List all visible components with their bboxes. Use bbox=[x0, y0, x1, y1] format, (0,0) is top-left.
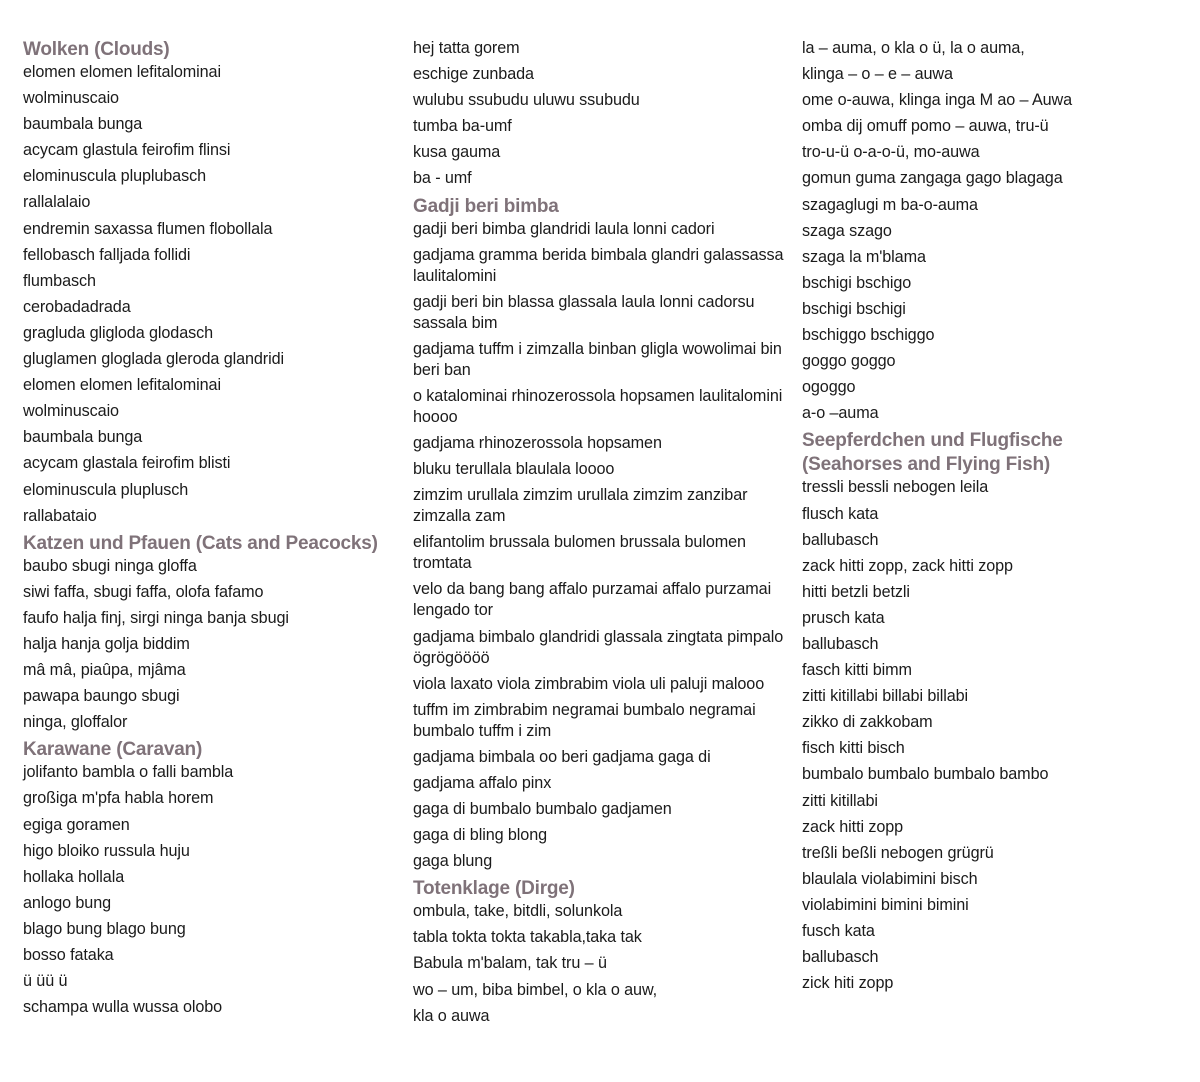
poem-line: szagaglugi m ba-o-auma bbox=[802, 195, 978, 214]
poem-line: wolminuscaio bbox=[23, 89, 119, 108]
poem-line: siwi faffa, sbugi faffa, olofa fafamo bbox=[23, 582, 264, 601]
poem-line: viola laxato viola zimbrabim viola uli paluji malooo bbox=[413, 674, 765, 693]
poem-line: zack hitti zopp, zack hitti zopp bbox=[802, 556, 1013, 575]
poem-line: blaulala violabimini bisch bbox=[802, 869, 978, 888]
poem-line: fisch kitti bisch bbox=[802, 739, 905, 758]
poem-section bbox=[23, 738, 403, 1023]
poem-line: ü üü ü bbox=[23, 972, 68, 991]
section-heading: Wolken (Clouds) bbox=[23, 39, 170, 60]
poem-lines bbox=[413, 38, 793, 195]
poem-section bbox=[413, 38, 793, 195]
poem-line: Babula m'balam, tak tru – ü bbox=[413, 954, 607, 973]
poem-line: ombula, take, bitdli, solunkola bbox=[413, 902, 623, 921]
poem-line: fellobasch falljada follidi bbox=[23, 245, 191, 264]
poem-line: jolifanto bambla o falli bambla bbox=[23, 763, 234, 782]
poem-line: ballubasch bbox=[802, 634, 879, 653]
poem-line: schampa wulla wussa olobo bbox=[23, 998, 223, 1017]
poem-line: bschiggo bschiggo bbox=[802, 326, 935, 345]
poem-line: großiga m'pfa habla horem bbox=[23, 789, 214, 808]
section-heading: Katzen und Pfauen (Cats and Peacocks) bbox=[23, 532, 378, 554]
poem-line: hitti betzli betzli bbox=[802, 582, 910, 601]
poem-line: gomun guma zangaga gago blagaga bbox=[802, 169, 1063, 188]
poem-section bbox=[23, 38, 403, 532]
poem-section bbox=[802, 429, 1182, 999]
poem-line: tressli bessli nebogen leila bbox=[802, 478, 989, 497]
section-heading: Seepferdchen und Flugfische (Seahorses and Flying Fish) bbox=[802, 430, 1063, 476]
poem-line: wo – um, biba bimbel, o kla o auw, bbox=[413, 980, 658, 999]
poem-line: la – auma, o kla o ü, la o auma, bbox=[802, 39, 1025, 57]
poem-line: elifantolim brussala bulomen brussala bulomen tromtata bbox=[413, 533, 746, 573]
poem-line: gadji beri bin blassa glassala laula lonni cadorsu sassala bim bbox=[413, 292, 755, 332]
poem-line: o katalominai rhinozerossola hopsamen laulitalomini hoooo bbox=[413, 386, 783, 426]
poem-line: wolminuscaio bbox=[23, 402, 119, 421]
poem-line: zick hiti zopp bbox=[802, 974, 894, 993]
poem-line: bumbalo bumbalo bumbalo bambo bbox=[802, 765, 1049, 784]
poem-lines bbox=[413, 219, 793, 878]
poem-line: gadjama tuffm i zimzalla binban gligla wowolimai bin beri ban bbox=[413, 339, 782, 379]
section-heading: Gadji beri bimba bbox=[413, 195, 559, 217]
poem-line: a-o –auma bbox=[802, 404, 879, 423]
poem-line: klinga – o – e – auwa bbox=[802, 65, 953, 84]
poem-line: goggo goggo bbox=[802, 352, 896, 371]
poem-lines bbox=[802, 38, 1182, 429]
poem-line: zikko di zakkobam bbox=[802, 713, 933, 732]
poem-line: anlogo bung bbox=[23, 893, 112, 912]
poem-line: gadjama rhinozerossola hopsamen bbox=[413, 434, 662, 453]
poem-line: acycam glastala feirofim blisti bbox=[23, 454, 231, 473]
poem-line: elominuscula pluplubasch bbox=[23, 167, 206, 186]
poem-line: baubo sbugi ninga gloffa bbox=[23, 556, 197, 575]
column-1 bbox=[23, 38, 403, 1023]
poem-line: flumbasch bbox=[23, 271, 96, 290]
poem-line: gadjama bimbala oo beri gadjama gaga di bbox=[413, 747, 711, 766]
poem-line: ninga, gloffalor bbox=[23, 713, 128, 732]
poem-line: bosso fataka bbox=[23, 946, 114, 964]
poem-section bbox=[413, 195, 793, 878]
poem-line: elominuscula pluplusch bbox=[23, 480, 189, 499]
poem-line: fasch kitti bimm bbox=[802, 661, 912, 680]
poem-line: hej tatta gorem bbox=[413, 39, 520, 57]
poem-line: zack hitti zopp bbox=[802, 817, 904, 836]
poem-line: ballubasch bbox=[802, 530, 879, 549]
poem-line: cerobadadrada bbox=[23, 297, 131, 316]
section-heading: Totenklage (Dirge) bbox=[413, 878, 575, 900]
poem-line: omba dij omuff pomo – auwa, tru-ü bbox=[802, 117, 1049, 136]
poem-line: ba - umf bbox=[413, 169, 472, 188]
poem-line: fusch kata bbox=[802, 922, 875, 940]
poem-section bbox=[23, 532, 403, 739]
poem-line: bschigi bschigo bbox=[802, 273, 912, 292]
poem-line: gaga blung bbox=[413, 852, 493, 871]
poem-line: gaga di bumbalo bumbalo gadjamen bbox=[413, 799, 672, 818]
poem-lines bbox=[802, 477, 1182, 999]
poem-line: gadjama affalo pinx bbox=[413, 773, 552, 792]
poem-line: violabimini bimini bimini bbox=[802, 895, 969, 914]
poem-line: tuffm im zimbrabim negramai bumbalo negramai bumbalo tuffm i zim bbox=[413, 700, 756, 740]
poem-section bbox=[802, 38, 1182, 429]
poem-line: wulubu ssubudu uluwu ssubudu bbox=[413, 91, 640, 110]
poem-line: gadji beri bimba glandridi laula lonni cadori bbox=[413, 219, 715, 238]
poem-line: tumba ba-umf bbox=[413, 117, 512, 136]
poem-line: gragluda gligloda glodasch bbox=[23, 323, 213, 342]
poem-line: ballubasch bbox=[802, 948, 879, 967]
poem-line: gaga di bling blong bbox=[413, 826, 548, 845]
poem-line: szaga la m'blama bbox=[802, 247, 926, 266]
poem-section bbox=[413, 877, 793, 1031]
poem-line: blago bung blago bung bbox=[23, 919, 186, 938]
poem-line: kusa gauma bbox=[413, 143, 501, 162]
poem-line: rallabataio bbox=[23, 506, 97, 525]
poem-line: tabla tokta tokta takabla,taka tak bbox=[413, 928, 642, 947]
poem-lines bbox=[413, 901, 793, 1031]
poem-line: zitti kitillabi bbox=[802, 791, 878, 810]
poem-line: zimzim urullala zimzim urullala zimzim zanzibar zimzalla zam bbox=[413, 486, 748, 526]
poem-line: higo bloiko russula huju bbox=[23, 841, 190, 860]
poem-line: bschigi bschigi bbox=[802, 299, 906, 318]
poem-lines bbox=[23, 556, 403, 739]
poem-line: gadjama bimbalo glandridi glassala zingtata pimpalo ögrögöööö bbox=[413, 627, 784, 667]
poem-line: rallalalaio bbox=[23, 193, 91, 212]
poem-line: prusch kata bbox=[802, 608, 885, 627]
column-2 bbox=[413, 38, 793, 1032]
poem-line: pawapa baungo sbugi bbox=[23, 687, 180, 706]
poem-line: elomen elomen lefitalominai bbox=[23, 376, 221, 395]
poem-line: tro-u-ü o-a-o-ü, mo-auwa bbox=[802, 143, 980, 162]
poem-line: eschige zunbada bbox=[413, 65, 534, 84]
poem-line: ogoggo bbox=[802, 378, 856, 397]
poem-line: baumbala bunga bbox=[23, 115, 143, 134]
poem-line: zitti kitillabi billabi billabi bbox=[802, 687, 969, 706]
poem-line: elomen elomen lefitalominai bbox=[23, 63, 221, 81]
poem-line: hollaka hollala bbox=[23, 867, 125, 886]
poem-line: velo da bang bang affalo purzamai affalo purzamai lengado tor bbox=[413, 580, 772, 620]
column-3 bbox=[802, 38, 1182, 999]
poem-line: mâ mâ, piaûpa, mjâma bbox=[23, 661, 186, 680]
poem-line: egiga goramen bbox=[23, 815, 130, 834]
poem-line: kla o auwa bbox=[413, 1006, 490, 1025]
poem-line: gluglamen gloglada gleroda glandridi bbox=[23, 350, 284, 369]
poem-line: treßli beßli nebogen grügrü bbox=[802, 843, 994, 862]
poem-line: flusch kata bbox=[802, 504, 879, 523]
poem-line: gadjama gramma berida bimbala glandri galassassa laulitalomini bbox=[413, 245, 784, 285]
poem-line: halja hanja golja biddim bbox=[23, 634, 190, 653]
poem-line: endremin saxassa flumen flobollala bbox=[23, 219, 273, 238]
poem-line: baumbala bunga bbox=[23, 428, 143, 447]
poem-line: ome o-auwa, klinga inga M ao – Auwa bbox=[802, 91, 1073, 110]
poem-line: szaga szago bbox=[802, 221, 892, 240]
poem-lines bbox=[23, 762, 403, 1023]
poem-lines bbox=[23, 62, 403, 532]
poem-line: bluku terullala blaulala loooo bbox=[413, 460, 615, 479]
poem-line: acycam glastula feirofim flinsi bbox=[23, 141, 231, 160]
section-heading: Karawane (Caravan) bbox=[23, 739, 203, 761]
poem-line: faufo halja finj, sirgi ninga banja sbugi bbox=[23, 608, 289, 627]
